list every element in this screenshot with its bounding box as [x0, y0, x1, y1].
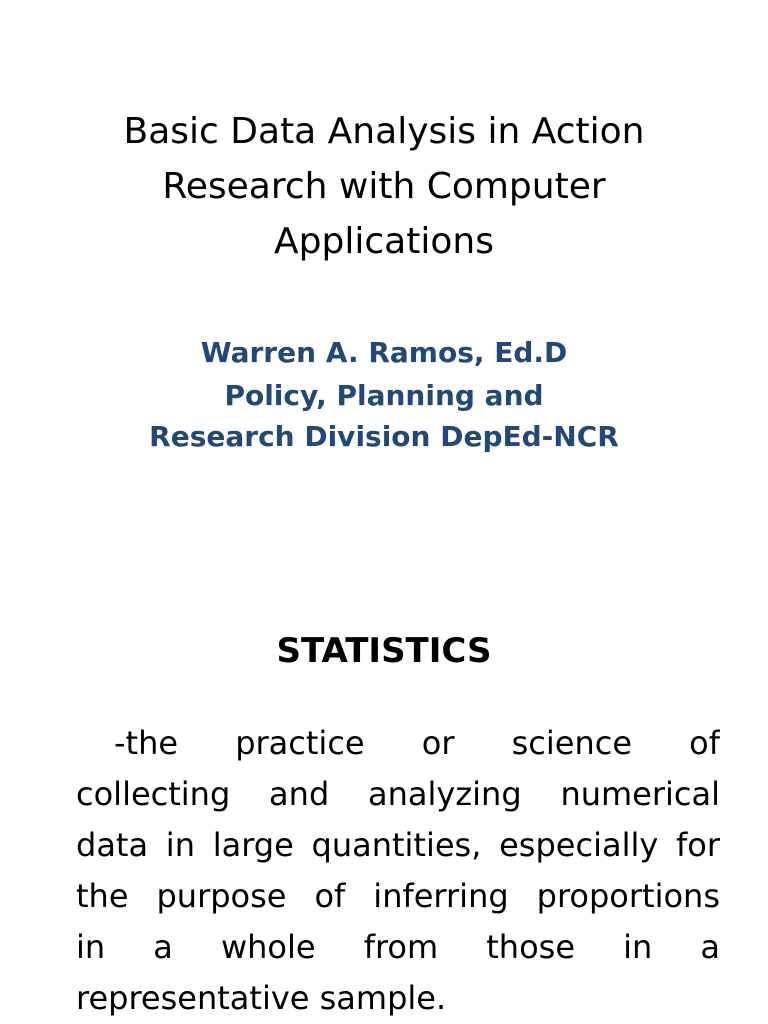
- presentation-title: [60, 104, 708, 269]
- title-line-2: Research with Computer: [162, 166, 606, 207]
- definition-line-1: -the practice or science of: [114, 724, 720, 762]
- definition-line-2: collecting and analyzing numerical: [76, 775, 720, 813]
- author-name: Warren A. Ramos, Ed.D: [200, 336, 568, 369]
- author-division-line-2: Research Division DepEd-NCR: [149, 420, 619, 453]
- title-line-3: Applications: [274, 221, 494, 262]
- definition-line-6: representative sample.: [76, 979, 447, 1017]
- definition-line-5: in a whole from those in a: [76, 928, 720, 966]
- author-block: [40, 332, 728, 456]
- definition-line-4: the purpose of inferring proportions: [76, 877, 720, 915]
- slide-heading: STATISTICS: [276, 631, 492, 671]
- definition-line-3: data in large quantities, especially for: [76, 826, 720, 864]
- definition-paragraph: [76, 718, 720, 1024]
- author-division-line-1: Policy, Planning and: [224, 379, 544, 412]
- statistics-slide: [0, 560, 768, 1024]
- title-line-1: Basic Data Analysis in Action: [123, 111, 645, 152]
